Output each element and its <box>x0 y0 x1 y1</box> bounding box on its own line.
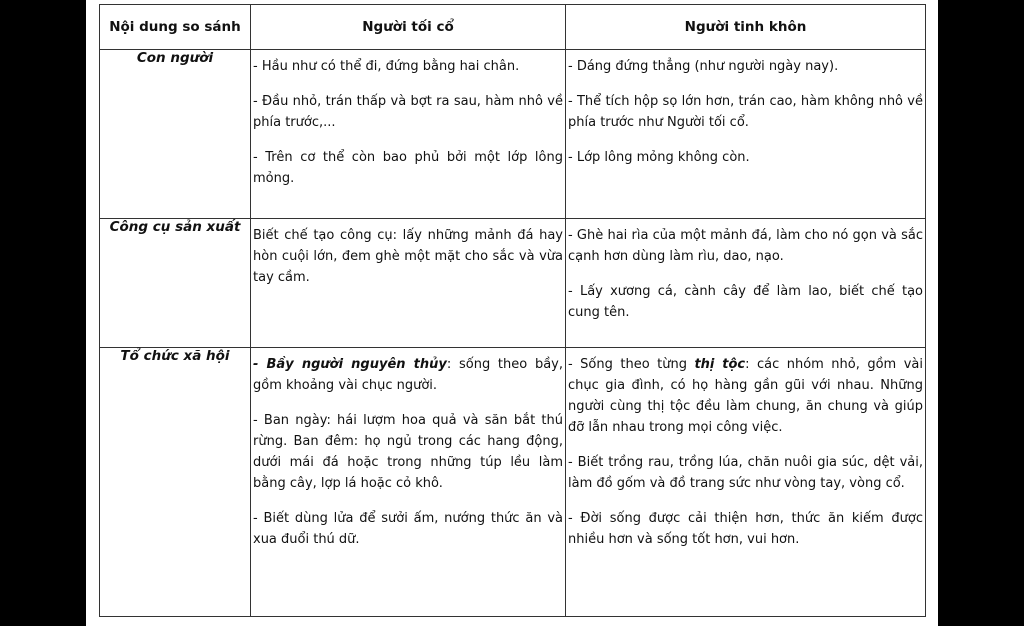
cell-toi-co <box>251 50 566 219</box>
table-row <box>100 348 926 617</box>
cell-text: - Đời sống được cải thiện hơn, thức ăn kiếm được nhiều hơn và sống tốt hơn, vui hơn. <box>568 511 923 547</box>
cell-tinh-khon <box>566 50 926 219</box>
row-criterion: Con người <box>100 50 251 219</box>
cell-text: - Biết trồng rau, trồng lúa, chăn nuôi gia súc, dệt vải, làm đồ gốm và đồ trang sức như vòng tay, vòng cổ. <box>568 455 923 491</box>
cell-text-rest: : các nhóm nhỏ, gồm vài chục gia đình, có họ hàng gần gũi với nhau. Những người cùng thị tộc đều làm chung, ăn chung và giúp đỡ lẫn nhau trong mọi công việc. <box>568 357 923 435</box>
cell-text: - Lấy xương cá, cành cây để làm lao, biết chế tạo cung tên. <box>568 284 923 320</box>
table-header-row <box>100 5 926 50</box>
cell-text: - Hầu như có thể đi, đứng bằng hai chân. <box>253 59 520 74</box>
bold-term: - Bầy người nguyên thủy <box>253 357 447 372</box>
cell-text: - Ban ngày: hái lượm hoa quả và săn bắt thú rừng. Ban đêm: họ ngủ trong các hang động, dưới mái đá hoặc trong những túp lều làm bằng cây, lợp lá hoặc cỏ khô. <box>253 413 563 491</box>
document-page <box>86 0 938 626</box>
cell-text: - Thể tích hộp sọ lớn hơn, trán cao, hàm không nhô về phía trước như Người tối cổ. <box>568 94 923 130</box>
cell-toi-co <box>251 219 566 348</box>
cell-text: - Trên cơ thể còn bao phủ bởi một lớp lông mỏng. <box>253 150 563 186</box>
cell-text: - Biết dùng lửa để sưởi ấm, nướng thức ăn và xua đuổi thú dữ. <box>253 511 563 547</box>
cell-tinh-khon <box>566 219 926 348</box>
cell-text: - Ghè hai rìa của một mảnh đá, làm cho nó gọn và sắc cạnh hơn dùng làm rìu, dao, nạo. <box>568 228 923 264</box>
cell-text: - Đầu nhỏ, trán thấp và bợt ra sau, hàm nhô về phía trước,... <box>253 94 563 130</box>
bold-term: thị tộc <box>694 357 746 372</box>
cell-text: Biết chế tạo công cụ: lấy những mảnh đá hay hòn cuội lớn, đem ghè một mặt cho sắc và vừa tay cầm. <box>253 228 563 285</box>
header-toi-co: Người tối cổ <box>251 5 566 50</box>
cell-text-rest: : sống theo bầy, gồm khoảng vài chục người. <box>253 357 564 393</box>
cell-tinh-khon <box>566 348 926 617</box>
cell-text-pre: - Sống theo từng <box>568 357 695 372</box>
cell-text: - Dáng đứng thẳng (như người ngày nay). <box>568 59 839 74</box>
cell-text <box>568 354 923 438</box>
row-criterion: Công cụ sản xuất <box>100 219 251 348</box>
cell-text: - Lớp lông mỏng không còn. <box>568 150 750 165</box>
table-row <box>100 50 926 219</box>
header-tinh-khon: Người tinh khôn <box>566 5 926 50</box>
cell-toi-co <box>251 348 566 617</box>
header-criteria: Nội dung so sánh <box>100 5 251 50</box>
comparison-table <box>99 4 926 617</box>
table-row <box>100 219 926 348</box>
row-criterion: Tổ chức xã hội <box>100 348 251 617</box>
cell-text <box>253 354 563 396</box>
